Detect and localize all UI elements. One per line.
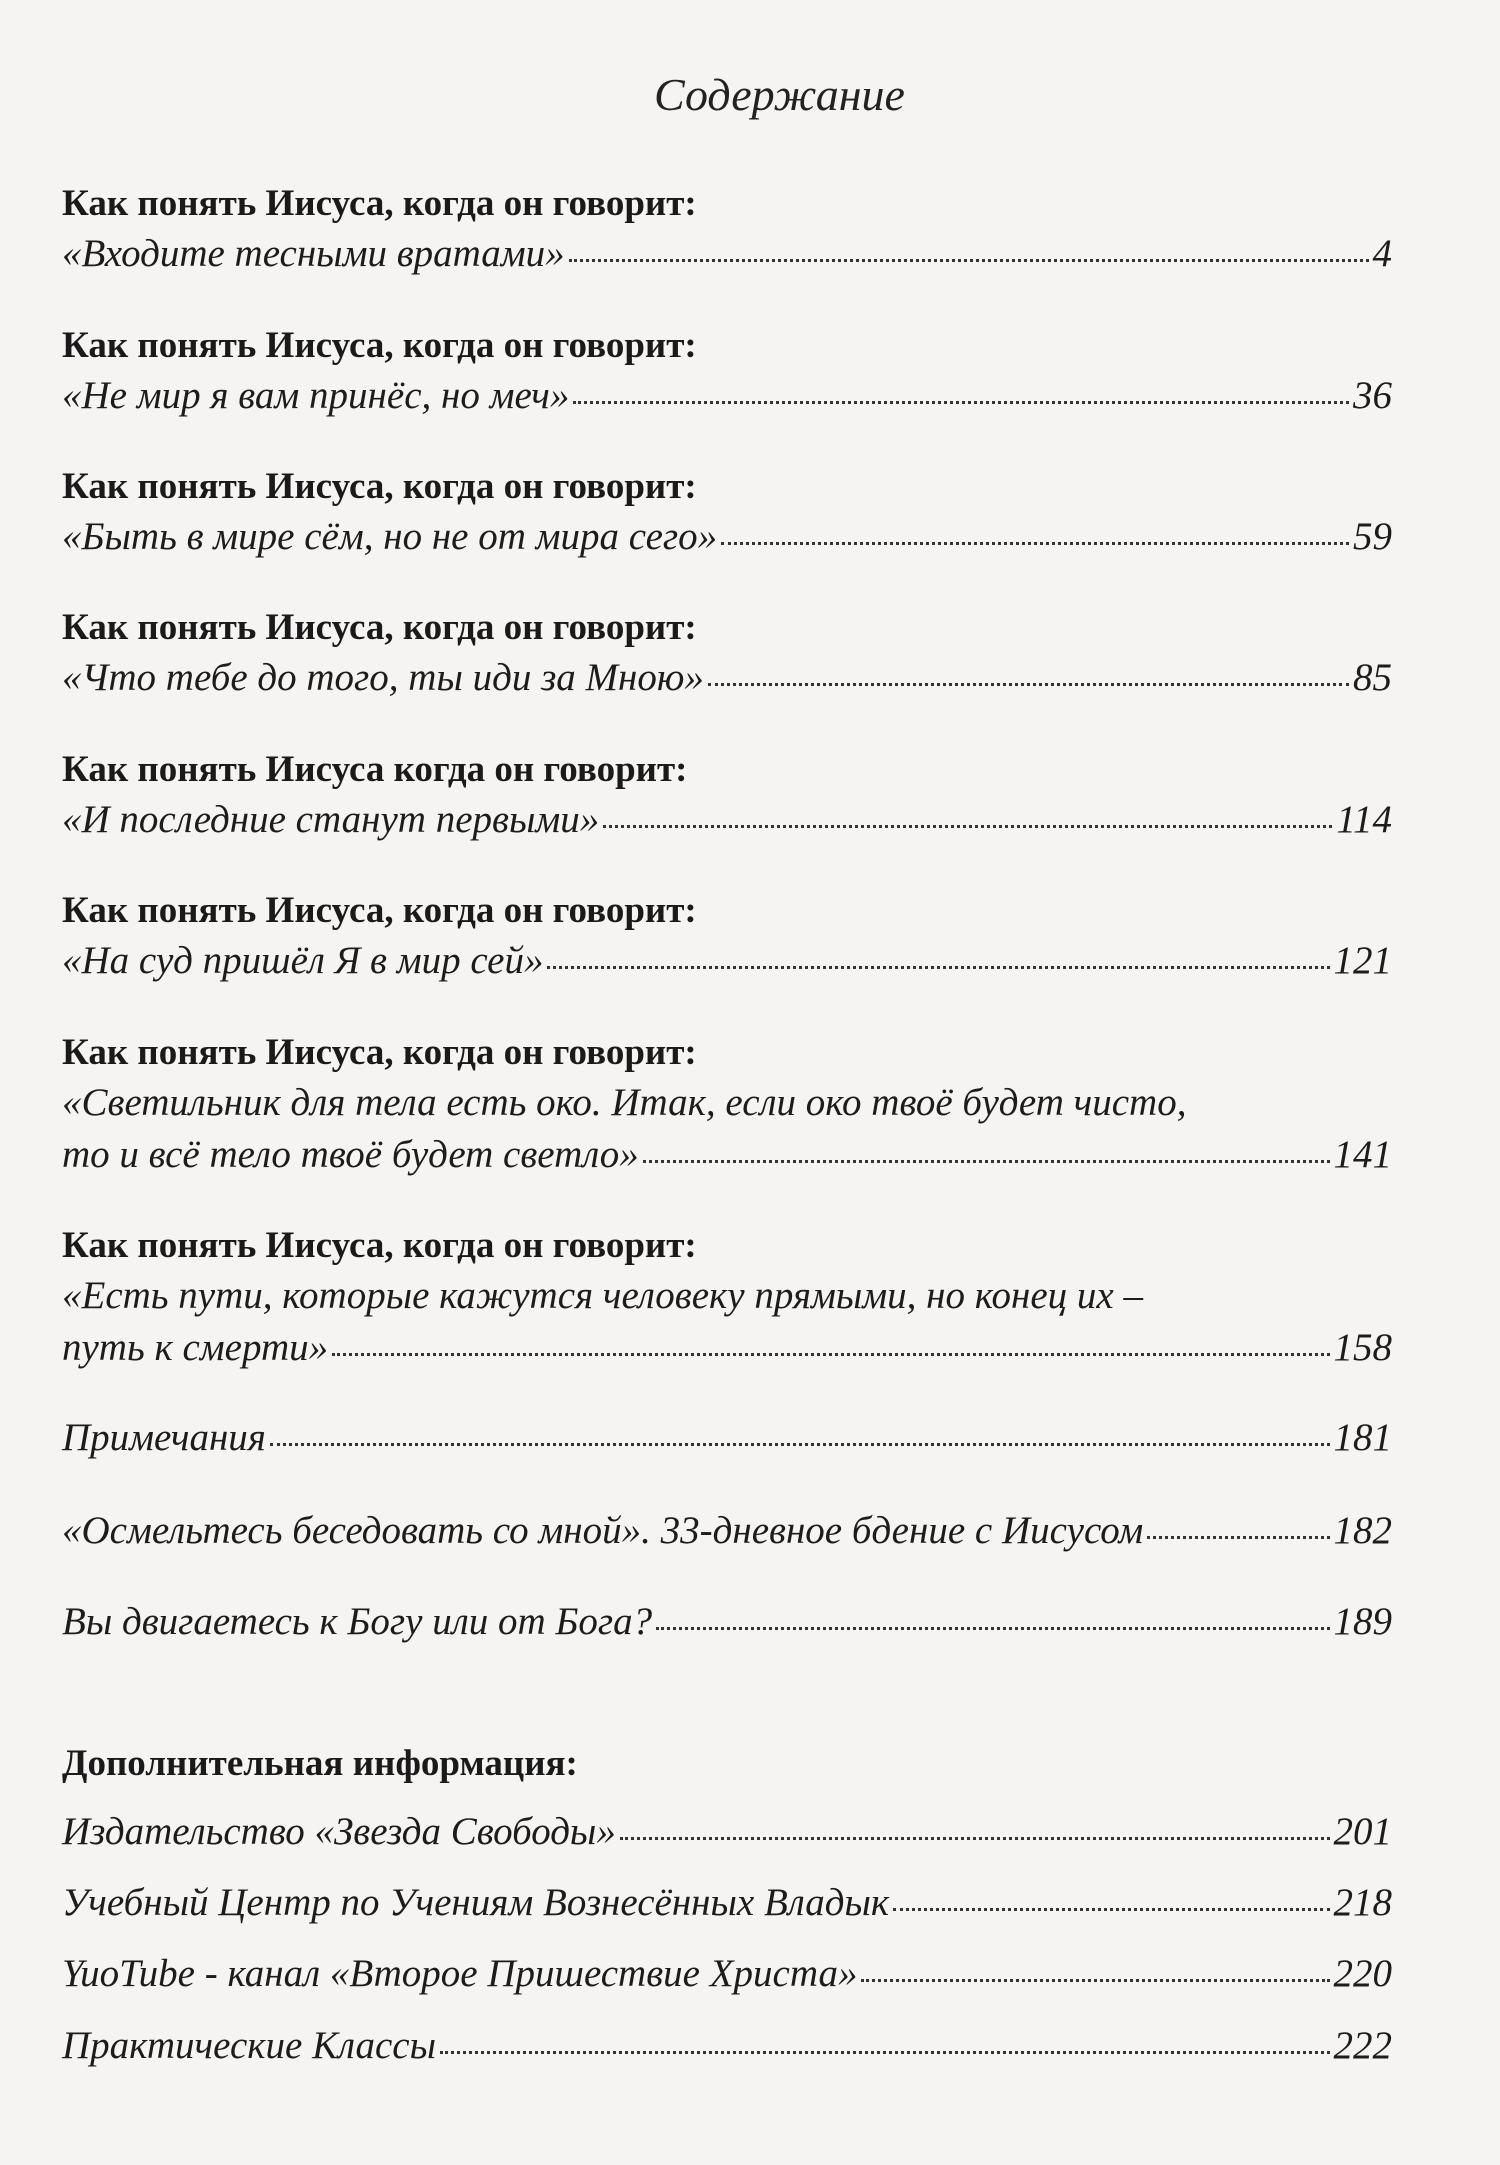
dot-leader <box>332 1353 1329 1356</box>
entry-title: «Осмельтесь беседовать со мной». 33-дневное бдение с Иисусом <box>62 1509 1144 1552</box>
dot-leader <box>547 966 1329 969</box>
toc-entry <box>62 604 1392 704</box>
page-number: 158 <box>1333 1326 1392 1369</box>
entry-title: «И последние станут первыми» <box>62 798 600 841</box>
entry-title: Вы двигаетесь к Богу или от Бога? <box>62 1600 653 1643</box>
entry-title-line1: «Светильник для тела есть око. Итак, если око твоё будет чисто, <box>62 1081 1187 1124</box>
entry-line[interactable] <box>62 1877 1392 1929</box>
dot-leader <box>569 259 1369 262</box>
entry-line[interactable] <box>62 370 1392 422</box>
page-number: 121 <box>1333 939 1392 982</box>
entry-title: YuoTube - канал «Второе Пришествие Христа» <box>62 1952 858 1995</box>
page-number: 220 <box>1333 1952 1392 1995</box>
page-number: 36 <box>1353 374 1392 417</box>
entry-line[interactable] <box>62 794 1392 846</box>
entry-title: Учебный Центр по Учениям Вознесённых Владык <box>62 1881 890 1924</box>
entry-line[interactable] <box>62 1948 1392 2000</box>
entry-title: «На суд пришёл Я в мир сей» <box>62 939 544 982</box>
extra-heading: Дополнительная информация: <box>62 1743 578 1784</box>
dot-leader <box>440 2051 1330 2054</box>
entry-title: «Входите тесными вратами» <box>62 232 565 275</box>
entry-line[interactable] <box>62 1596 1392 1648</box>
extra-item <box>62 2020 1392 2072</box>
entry-heading: Как понять Иисуса, когда он говорит: <box>62 890 697 931</box>
entry-title: путь к смерти» <box>62 1326 329 1369</box>
page-number: 141 <box>1333 1133 1392 1176</box>
toc-entry-notes <box>62 1412 1392 1464</box>
entry-line[interactable] <box>62 1129 1392 1181</box>
entry-heading: Как понять Иисуса, когда он говорит: <box>62 607 697 648</box>
extra-section <box>62 1740 1392 1788</box>
dot-leader <box>620 1837 1330 1840</box>
dot-leader <box>708 683 1349 686</box>
entry-title: «Не мир я вам принёс, но меч» <box>62 374 570 417</box>
entry-heading: Как понять Иисуса когда он говорит: <box>62 749 688 790</box>
page-number: 201 <box>1333 1810 1392 1853</box>
extra-item <box>62 1948 1392 2000</box>
dot-leader <box>721 542 1349 545</box>
extra-item <box>62 1806 1392 1858</box>
page-number: 59 <box>1353 515 1392 558</box>
page-number: 182 <box>1333 1509 1392 1552</box>
toc-entry <box>62 1222 1392 1374</box>
entry-line[interactable] <box>62 1412 1392 1464</box>
entry-title: Практические Классы <box>62 2024 436 2067</box>
toc-entry <box>62 887 1392 987</box>
page-number: 218 <box>1333 1881 1392 1924</box>
entry-title-line1: «Есть пути, которые кажутся человеку прямыми, но конец их – <box>62 1274 1143 1317</box>
toc-entry <box>62 463 1392 563</box>
toc-entry <box>62 1029 1392 1181</box>
dot-leader <box>656 1627 1329 1630</box>
entry-title: «Быть в мире сём, но не от мира сего» <box>62 515 718 558</box>
page-title: Содержание <box>654 69 905 120</box>
entry-line[interactable] <box>62 1505 1392 1557</box>
page-number: 85 <box>1353 656 1392 699</box>
entry-line[interactable] <box>62 1322 1392 1374</box>
toc-entry-moving <box>62 1596 1392 1648</box>
toc-entry <box>62 746 1392 846</box>
entry-line[interactable] <box>62 511 1392 563</box>
page-number: 181 <box>1333 1416 1392 1459</box>
entry-title: Издательство «Звезда Свободы» <box>62 1810 616 1853</box>
dot-leader <box>893 1908 1329 1911</box>
entry-heading: Как понять Иисуса, когда он говорит: <box>62 1032 697 1073</box>
toc-page <box>62 0 1392 2165</box>
entry-line[interactable] <box>62 1806 1392 1858</box>
entry-line[interactable] <box>62 652 1392 704</box>
entry-title: «Что тебе до того, ты иди за Мною» <box>62 656 704 699</box>
page-number: 114 <box>1336 798 1392 841</box>
toc-entry <box>62 180 1392 280</box>
entry-heading: Как понять Иисуса, когда он говорит: <box>62 1225 697 1266</box>
entry-title: то и всё тело твоё будет светло» <box>62 1133 639 1176</box>
dot-leader <box>270 1443 1330 1446</box>
toc-entry-vigil <box>62 1505 1392 1557</box>
entry-title: Примечания <box>62 1416 266 1459</box>
page-number: 222 <box>1333 2024 1392 2067</box>
dot-leader <box>1147 1536 1329 1539</box>
entry-line[interactable] <box>62 228 1392 280</box>
toc-entry <box>62 322 1392 422</box>
entry-line[interactable] <box>62 935 1392 987</box>
page-number: 4 <box>1372 232 1392 275</box>
entry-heading: Как понять Иисуса, когда он говорит: <box>62 183 697 224</box>
entry-line[interactable] <box>62 2020 1392 2072</box>
dot-leader <box>861 1979 1329 1982</box>
entry-heading: Как понять Иисуса, когда он говорит: <box>62 466 697 507</box>
entry-heading: Как понять Иисуса, когда он говорит: <box>62 325 697 366</box>
dot-leader <box>603 825 1332 828</box>
dot-leader <box>573 401 1349 404</box>
dot-leader <box>643 1160 1330 1163</box>
extra-item <box>62 1877 1392 1929</box>
page-number: 189 <box>1333 1600 1392 1643</box>
